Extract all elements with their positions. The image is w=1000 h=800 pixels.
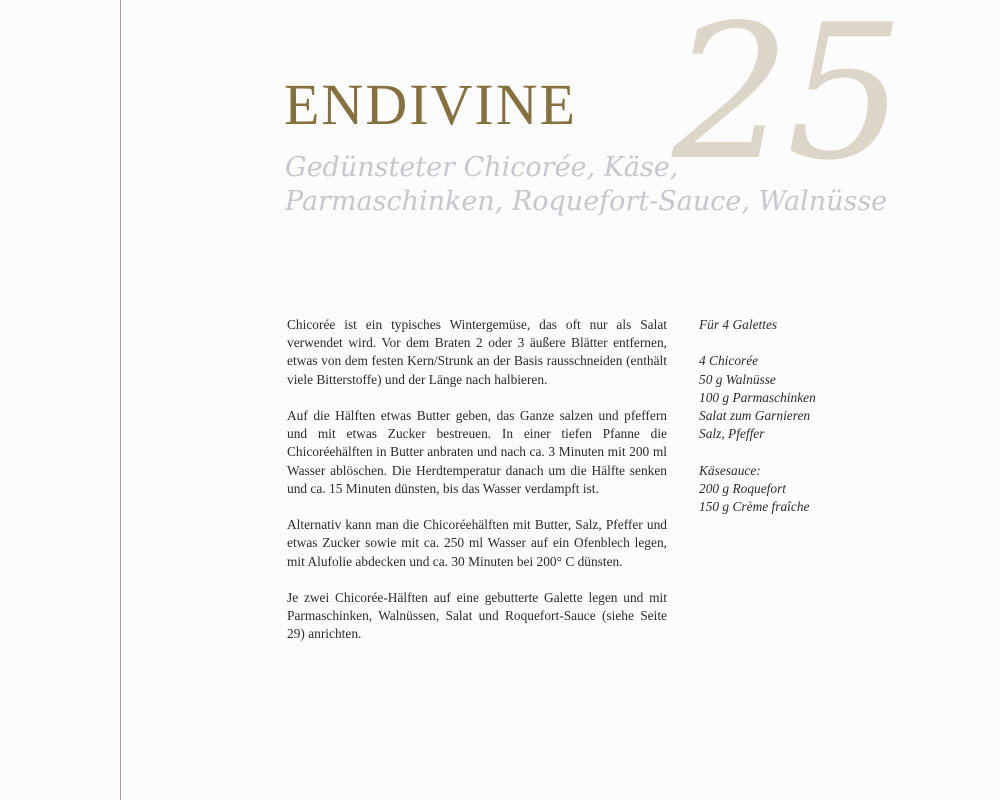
page-spine-line [120, 0, 121, 800]
instruction-paragraph: Alternativ kann man die Chicoréehälften mit Butter, Salz, Pfeffer und etwas Zucker sowie mit ca. 250 ml Wasser auf ein Ofenblech legen, mit Alufolie abdecken und ca. 30 Minuten bei 200° C dünsten. [287, 517, 667, 569]
ingredient-list [699, 316, 859, 516]
ingredient-item: Salat zum Garnieren [699, 408, 811, 423]
servings-label: Für 4 Galettes [699, 317, 778, 332]
subtitle-line: Parmaschinken, Roquefort-Sauce, Walnüsse [285, 186, 888, 217]
instruction-paragraph: Je zwei Chicorée-Hälften auf eine gebutterte Galette legen und mit Parmaschinken, Walnüssen, Salat und Roquefort-Sauce (siehe Seite 29) anrichten. [287, 590, 667, 642]
sauce-ingredient-item: 200 g Roquefort [699, 480, 787, 496]
recipe-instructions [287, 316, 667, 662]
recipe-number: 25 [672, 0, 901, 201]
ingredient-item: 50 g Walnüsse [699, 371, 776, 387]
ingredient-item: 100 g Parmaschinken [699, 389, 816, 405]
sauce-heading: Käsesauce: [699, 462, 761, 478]
recipe-subtitle [285, 151, 925, 219]
ingredient-item: Salz, Pfeffer [699, 426, 765, 442]
recipe-title: ENDIVINE [284, 72, 578, 137]
subtitle-line: Gedünsteter Chicorée, Käse, [285, 152, 679, 183]
instruction-paragraph: Chicorée ist ein typisches Wintergemüse, das oft nur als Salat verwendet wird. Vor dem Braten 2 oder 3 äußere Blätter entfernen, etwas von dem festen Kern/Strunk an der Basis rausschneiden (enthält viele Bitterstoffe) und der Länge nach halbieren. [287, 317, 667, 387]
sauce-ingredient-item: 150 g Crème fraîche [699, 499, 810, 514]
instruction-paragraph: Auf die Hälften etwas Butter geben, das Ganze salzen und pfeffern und mit etwas Zucker bestreuen. In einer tiefen Pfanne die Chicoréehälften in Butter anbraten und nach ca. 3 Minuten mit 200 ml Wasser ablöschen. Die Herdtemperatur danach um die Hälfte senken und ca. 15 Minuten dünsten, bis das Wasser verdampft ist. [287, 408, 667, 496]
ingredient-item: 4 Chicorée [699, 353, 759, 369]
